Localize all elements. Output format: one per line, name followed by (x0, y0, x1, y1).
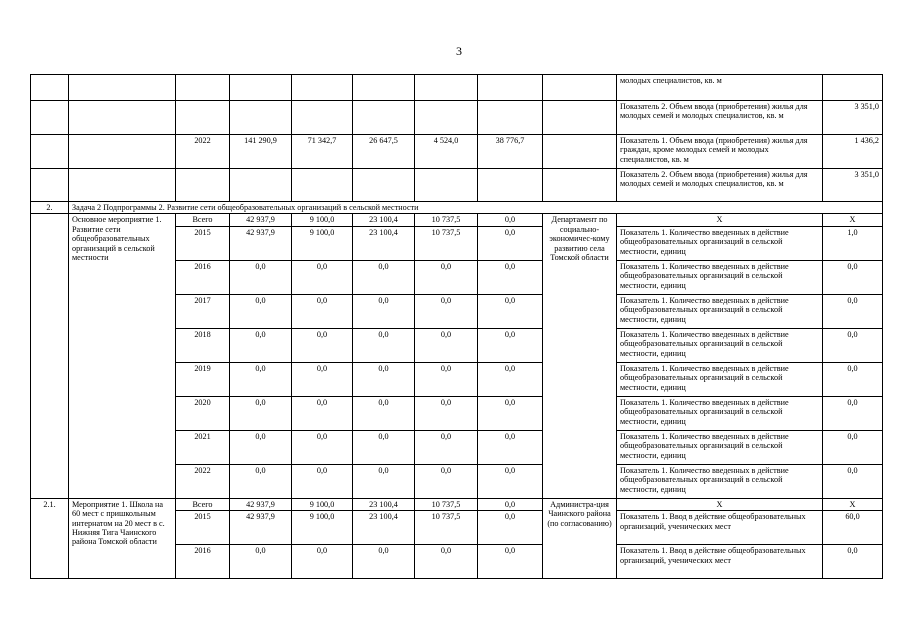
amount-cell: 0,0 (478, 396, 543, 430)
year-cell: 2017 (176, 294, 230, 328)
amount-cell: 23 100,4 (353, 511, 415, 545)
amount-cell: 0,0 (478, 511, 543, 545)
amount-cell: 141 290,9 (230, 135, 292, 169)
table-row (31, 101, 883, 135)
amount-cell: 0,0 (230, 362, 292, 396)
indicator-cell: Показатель 1. Количество введенных в действие общеобразовательных организаций в сельской местности, единиц (617, 328, 823, 362)
indicator-value: 3 351,0 (823, 169, 883, 202)
amount-cell: 0,0 (478, 328, 543, 362)
task-row (31, 202, 883, 214)
amount-cell: 10 737,5 (415, 498, 478, 510)
year-cell: 2016 (176, 260, 230, 294)
executor-cell: Департамент по социально-экономичес-кому развитию села Томской области (543, 214, 617, 498)
amount-cell: 9 100,0 (292, 214, 353, 226)
amount-cell: 0,0 (478, 214, 543, 226)
amount-cell: 0,0 (353, 430, 415, 464)
amount-cell: 0,0 (292, 545, 353, 579)
amount-cell: 10 737,5 (415, 214, 478, 226)
amount-cell: 42 937,9 (230, 511, 292, 545)
amount-cell: 10 737,5 (415, 511, 478, 545)
table-row (31, 498, 883, 510)
indicator-value: Х (823, 214, 883, 226)
amount-cell: 0,0 (415, 328, 478, 362)
amount-cell: 0,0 (230, 294, 292, 328)
amount-cell: 23 100,4 (353, 498, 415, 510)
year-cell: Всего (176, 498, 230, 510)
amount-cell: 0,0 (230, 260, 292, 294)
indicator-cell: Показатель 1. Количество введенных в действие общеобразовательных организаций в сельской местности, единиц (617, 396, 823, 430)
table-row (31, 75, 883, 101)
amount-cell: 0,0 (353, 260, 415, 294)
amount-cell: 0,0 (230, 464, 292, 498)
indicator-cell: Показатель 1. Количество введенных в действие общеобразовательных организаций в сельской местности, единиц (617, 260, 823, 294)
amount-cell: 0,0 (478, 294, 543, 328)
table-row (31, 214, 883, 226)
amount-cell: 0,0 (292, 464, 353, 498)
amount-cell: 0,0 (353, 545, 415, 579)
indicator-cell: молодых специалистов, кв. м (617, 75, 823, 101)
amount-cell: 0,0 (230, 430, 292, 464)
amount-cell: 0,0 (292, 396, 353, 430)
table-row (31, 169, 883, 202)
amount-cell: 23 100,4 (353, 226, 415, 260)
amount-cell: 0,0 (478, 226, 543, 260)
indicator-value: 0,0 (823, 260, 883, 294)
task-title: Задача 2 Подпрограммы 2. Развитие сети общеобразовательных организаций в сельской местности (69, 202, 883, 214)
amount-cell: 9 100,0 (292, 511, 353, 545)
amount-cell: 9 100,0 (292, 226, 353, 260)
amount-cell: 0,0 (292, 328, 353, 362)
indicator-value: 0,0 (823, 464, 883, 498)
measure-name: Основное мероприятие 1. Развитие сети общеобразовательных организаций в сельской местности (69, 214, 176, 498)
program-table (30, 74, 883, 579)
year-cell: Всего (176, 214, 230, 226)
amount-cell: 0,0 (230, 545, 292, 579)
amount-cell: 71 342,7 (292, 135, 353, 169)
page-number: 3 (456, 44, 462, 58)
amount-cell: 42 937,9 (230, 498, 292, 510)
indicator-cell: Показатель 1. Количество введенных в действие общеобразовательных организаций в сельской местности, единиц (617, 294, 823, 328)
amount-cell: 0,0 (478, 260, 543, 294)
amount-cell: 0,0 (478, 430, 543, 464)
amount-cell: 0,0 (292, 294, 353, 328)
indicator-cell: Х (617, 214, 823, 226)
indicator-cell: Показатель 1. Количество введенных в действие общеобразовательных организаций в сельской местности, единиц (617, 430, 823, 464)
indicator-cell: Показатель 1. Количество введенных в действие общеобразовательных организаций в сельской местности, единиц (617, 464, 823, 498)
amount-cell: 0,0 (292, 430, 353, 464)
measure-number: 2.1. (31, 498, 69, 578)
amount-cell: 0,0 (415, 464, 478, 498)
amount-cell: 42 937,9 (230, 226, 292, 260)
indicator-value: 60,0 (823, 511, 883, 545)
amount-cell: 0,0 (353, 294, 415, 328)
indicator-value: Х (823, 498, 883, 510)
indicator-cell: Показатель 1. Количество введенных в действие общеобразовательных организаций в сельской местности, единиц (617, 362, 823, 396)
indicator-value: 0,0 (823, 294, 883, 328)
indicator-value: 0,0 (823, 328, 883, 362)
year-cell: 2016 (176, 545, 230, 579)
amount-cell: 0,0 (415, 545, 478, 579)
amount-cell: 10 737,5 (415, 226, 478, 260)
indicator-cell: Показатель 2. Объем ввода (приобретения) жилья для молодых семей и молодых специалистов, кв. м (617, 169, 823, 202)
amount-cell: 42 937,9 (230, 214, 292, 226)
amount-cell: 0,0 (415, 396, 478, 430)
measure-name: Мероприятие 1. Школа на 60 мест с пришкольным интернатом на 20 мест в с. Нижняя Тига Чаинского района Томской области (69, 498, 176, 578)
indicator-value: 0,0 (823, 545, 883, 579)
amount-cell: 0,0 (230, 396, 292, 430)
indicator-cell: Показатель 2. Объем ввода (приобретения) жилья для молодых семей и молодых специалистов, кв. м (617, 101, 823, 135)
indicator-value: 0,0 (823, 362, 883, 396)
amount-cell: 0,0 (415, 430, 478, 464)
indicator-value: 1 436,2 (823, 135, 883, 169)
amount-cell: 0,0 (415, 362, 478, 396)
indicator-cell: Показатель 1. Объем ввода (приобретения) жилья для граждан, кроме молодых семей и молодых специалистов, кв. м (617, 135, 823, 169)
indicator-value: 0,0 (823, 430, 883, 464)
amount-cell: 38 776,7 (478, 135, 543, 169)
year-cell: 2018 (176, 328, 230, 362)
amount-cell: 0,0 (353, 362, 415, 396)
indicator-cell: Х (617, 498, 823, 510)
amount-cell: 26 647,5 (353, 135, 415, 169)
table-row (31, 135, 883, 169)
amount-cell: 0,0 (292, 362, 353, 396)
year-cell: 2015 (176, 511, 230, 545)
amount-cell: 0,0 (353, 464, 415, 498)
indicator-cell: Показатель 1. Ввод в действие общеобразовательных организаций, ученических мест (617, 511, 823, 545)
indicator-cell: Показатель 1. Ввод в действие общеобразовательных организаций, ученических мест (617, 545, 823, 579)
year-cell: 2021 (176, 430, 230, 464)
indicator-cell: Показатель 1. Количество введенных в действие общеобразовательных организаций в сельской местности, единиц (617, 226, 823, 260)
amount-cell: 4 524,0 (415, 135, 478, 169)
year-cell: 2020 (176, 396, 230, 430)
year-cell: 2019 (176, 362, 230, 396)
amount-cell: 0,0 (478, 362, 543, 396)
amount-cell: 0,0 (478, 545, 543, 579)
task-number: 2. (31, 202, 69, 214)
amount-cell: 0,0 (415, 260, 478, 294)
indicator-value: 1,0 (823, 226, 883, 260)
amount-cell: 0,0 (353, 396, 415, 430)
amount-cell: 0,0 (415, 294, 478, 328)
executor-cell: Администра-ция Чаинского района (по согласованию) (543, 498, 617, 578)
amount-cell: 9 100,0 (292, 498, 353, 510)
amount-cell: 0,0 (353, 328, 415, 362)
amount-cell: 0,0 (230, 328, 292, 362)
indicator-value: 3 351,0 (823, 101, 883, 135)
amount-cell: 23 100,4 (353, 214, 415, 226)
amount-cell: 0,0 (292, 260, 353, 294)
indicator-value: 0,0 (823, 396, 883, 430)
year-cell: 2022 (176, 135, 230, 169)
amount-cell: 0,0 (478, 498, 543, 510)
year-cell: 2015 (176, 226, 230, 260)
amount-cell: 0,0 (478, 464, 543, 498)
year-cell: 2022 (176, 464, 230, 498)
